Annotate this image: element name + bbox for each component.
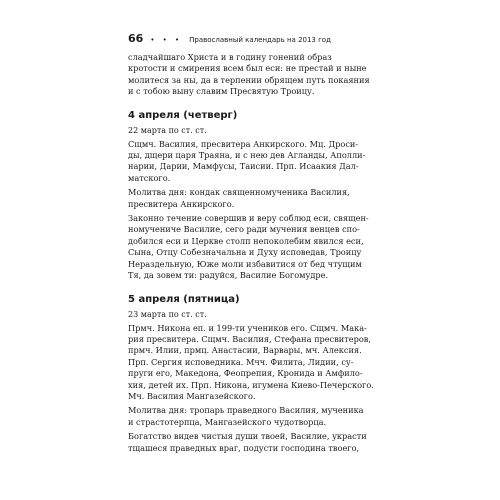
text-line: номучениче Василие, сего ради мучения венцев спо-: [128, 224, 360, 235]
text-line: нарии, Дарии, Мамфусы, Таисии. Прп. Исаакия Дал-: [128, 161, 359, 172]
saints-paragraph: [128, 139, 378, 185]
saints-paragraph: [128, 323, 378, 403]
prayer-text-paragraph: [128, 213, 378, 281]
text-line: Богатство видев чистыя души твоей, Василие, украсти: [128, 431, 367, 442]
text-line: рия пресвитера. Сщмч. Василия, Стефана пресвитеров,: [128, 333, 372, 344]
book-page: [128, 32, 378, 457]
text-line: сладчайшаго Христа и в годину гонений образ: [128, 52, 332, 62]
intro-paragraph: [128, 52, 378, 98]
page-number: 66: [128, 32, 144, 45]
text-line: пруги его, Македона, Феопрепия, Кронида и Амфило-: [128, 368, 363, 379]
text-line: Нераздельную, Юже моли избавитися от бед чтущим: [128, 258, 362, 269]
text-line: ды, дщери царя Траяна, и с нею дев Агланды, Аполли-: [128, 150, 366, 161]
text-line: Законно течение совершив и веру соблюд еси, священ-: [128, 213, 369, 224]
text-line: прмч. Илии, прмц. Анастасии, Варвары, мч. Алексия.: [128, 345, 362, 356]
old-style-date: 22 марта по ст. ст.: [128, 125, 207, 135]
prayer-text-paragraph: [128, 431, 378, 454]
old-style-date: 23 марта по ст. ст.: [128, 309, 207, 319]
text-line: пресвитера Анкирского.: [128, 198, 235, 209]
text-line: матского.: [128, 172, 171, 183]
text-line: и с тобою выну славим Пресвятую Троицу.: [128, 86, 315, 97]
text-line: Тя, да зовем ти: радуйся, Василие Богомудре.: [128, 270, 329, 281]
running-head-title: Православный календарь на 2013 год: [189, 36, 331, 44]
text-line: хия, детей их. Прп. Никона, игумена Киево-Печерского.: [128, 379, 374, 390]
text-line: молитеся за ны, да в терпении обрящем путь покаяния: [128, 74, 370, 85]
text-line: Прп. Сергия исповедника. Мчч. Филита, Лидии, су-: [128, 356, 354, 367]
day-heading-april-5: 5 апреля (пятница): [128, 293, 240, 305]
text-line: Сщмч. Василия, пресвитера Анкирского. Мц. Дроси-: [128, 138, 359, 149]
prayer-label-paragraph: [128, 187, 378, 210]
text-line: кротости и смирения всем был еси: не престай и ныне: [128, 63, 367, 74]
text-line: Молитва дня: кондак священномученика Василия,: [128, 187, 350, 198]
day-heading-april-4: 4 апреля (четверг): [128, 109, 238, 121]
prayer-label-paragraph: [128, 405, 378, 428]
text-line: Сына, Отцу Собезначальна и Духу исповедав, Троицу: [128, 247, 362, 258]
running-head-bullets: • • •: [150, 36, 183, 44]
text-line: и страстотерпца, Мангазейского чудотворца.: [128, 416, 327, 427]
text-line: Мч. Василия Мангазейского.: [128, 390, 256, 401]
text-line: Прмч. Никона еп. и 199-ти учеников его. Сщмч. Мака-: [128, 322, 367, 333]
text-line: Молитва дня: тропарь праведного Василия, мученика: [128, 405, 364, 416]
text-line: добился еси и Церкве столп непоколебим явился еси,: [128, 235, 364, 246]
text-line: тщашеся праведных враг, подусти господина твоего,: [128, 442, 360, 453]
running-head: [128, 32, 378, 52]
